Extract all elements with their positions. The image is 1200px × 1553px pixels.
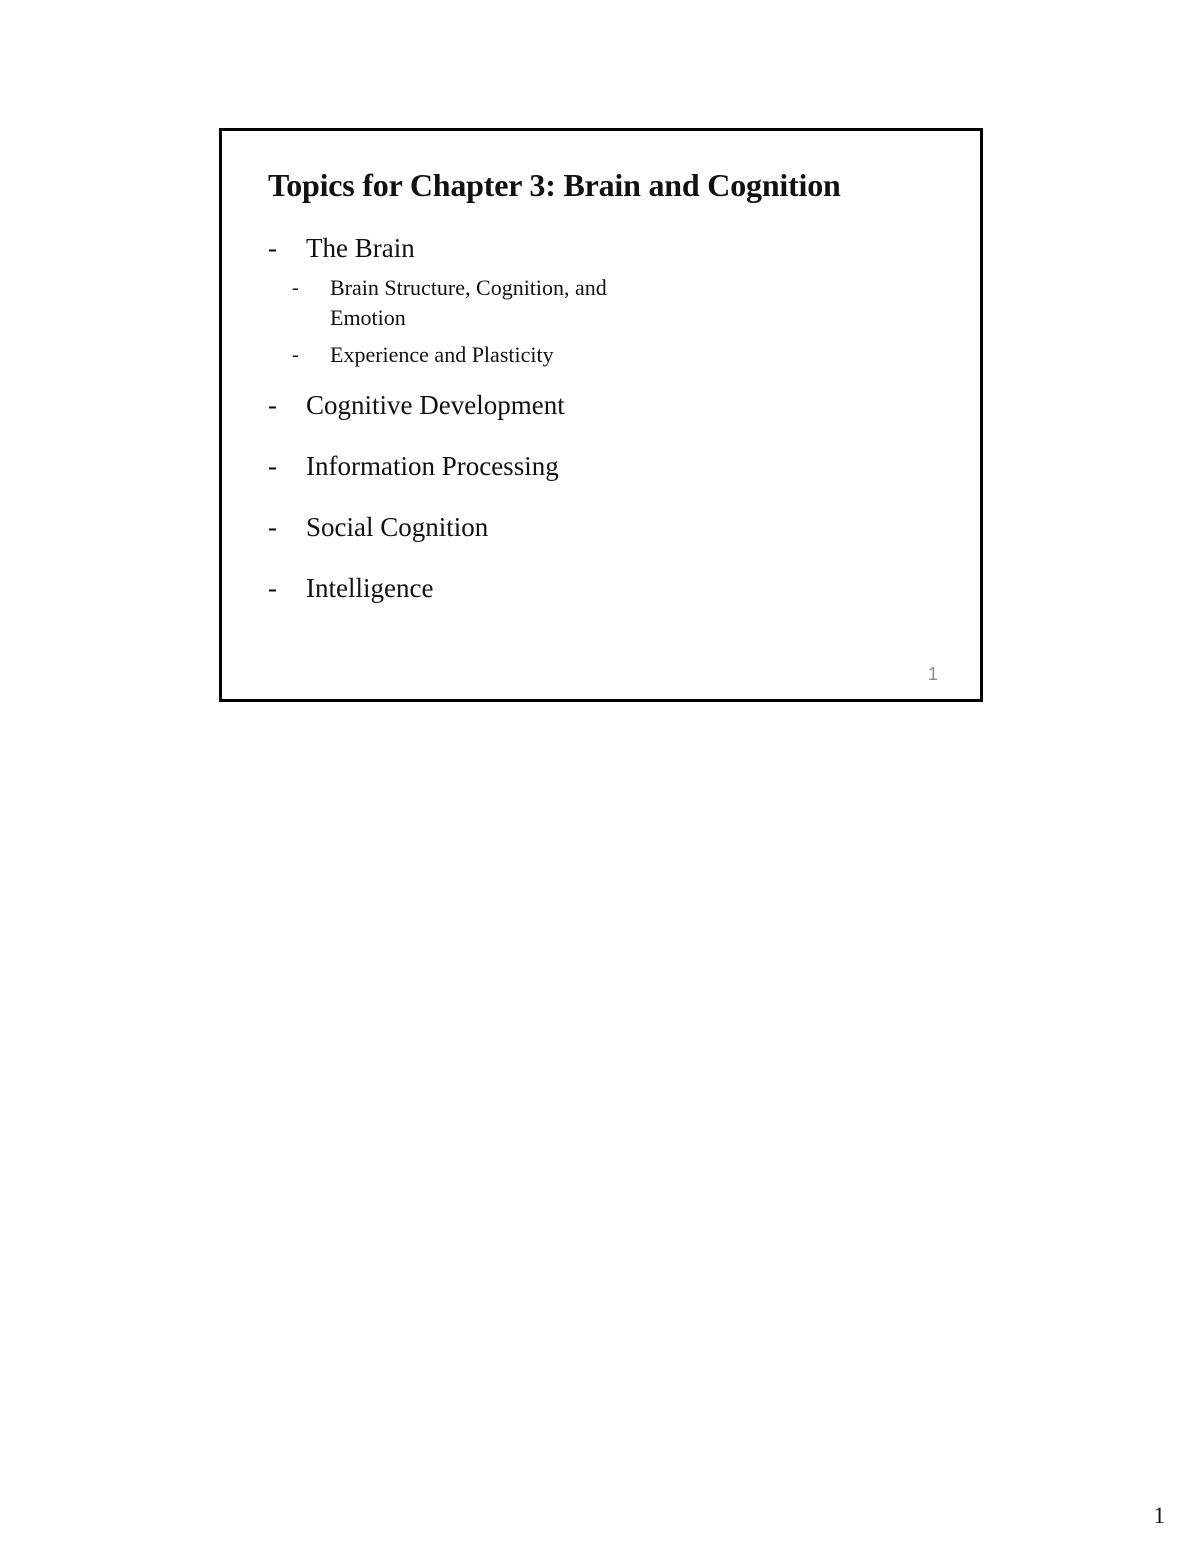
subtopic-item-experience-plasticity [292, 340, 652, 370]
bullet-dash: - [268, 390, 277, 420]
slide-title: Topics for Chapter 3: Brain and Cognition [268, 167, 841, 203]
page-number: 1 [1153, 1503, 1165, 1528]
topic-item-the-brain [268, 231, 868, 370]
topic-label: Information Processing [306, 451, 559, 481]
bullet-dash: - [268, 451, 277, 481]
slide-frame [219, 128, 983, 702]
topic-label: Cognitive Development [306, 390, 565, 420]
topic-label: Intelligence [306, 573, 434, 603]
bullet-dash: - [268, 512, 277, 542]
topic-item-information-processing [268, 449, 868, 483]
subtopic-list [292, 273, 652, 370]
bullet-dash: - [292, 344, 299, 366]
subtopic-item-brain-structure [292, 273, 652, 333]
slide-number: 1 [927, 664, 938, 684]
bullet-dash: - [292, 277, 299, 299]
topic-item-intelligence [268, 571, 868, 605]
bullet-dash: - [268, 573, 277, 603]
topic-item-social-cognition [268, 510, 868, 544]
topic-label: The Brain [306, 233, 415, 263]
topic-label: Social Cognition [306, 512, 489, 542]
topic-item-cognitive-development [268, 388, 868, 422]
subtopic-label: Experience and Plasticity [330, 342, 554, 367]
subtopic-label: Brain Structure, Cognition, and Emotion [330, 275, 607, 330]
bullet-dash: - [268, 233, 277, 263]
topic-list [268, 231, 868, 632]
